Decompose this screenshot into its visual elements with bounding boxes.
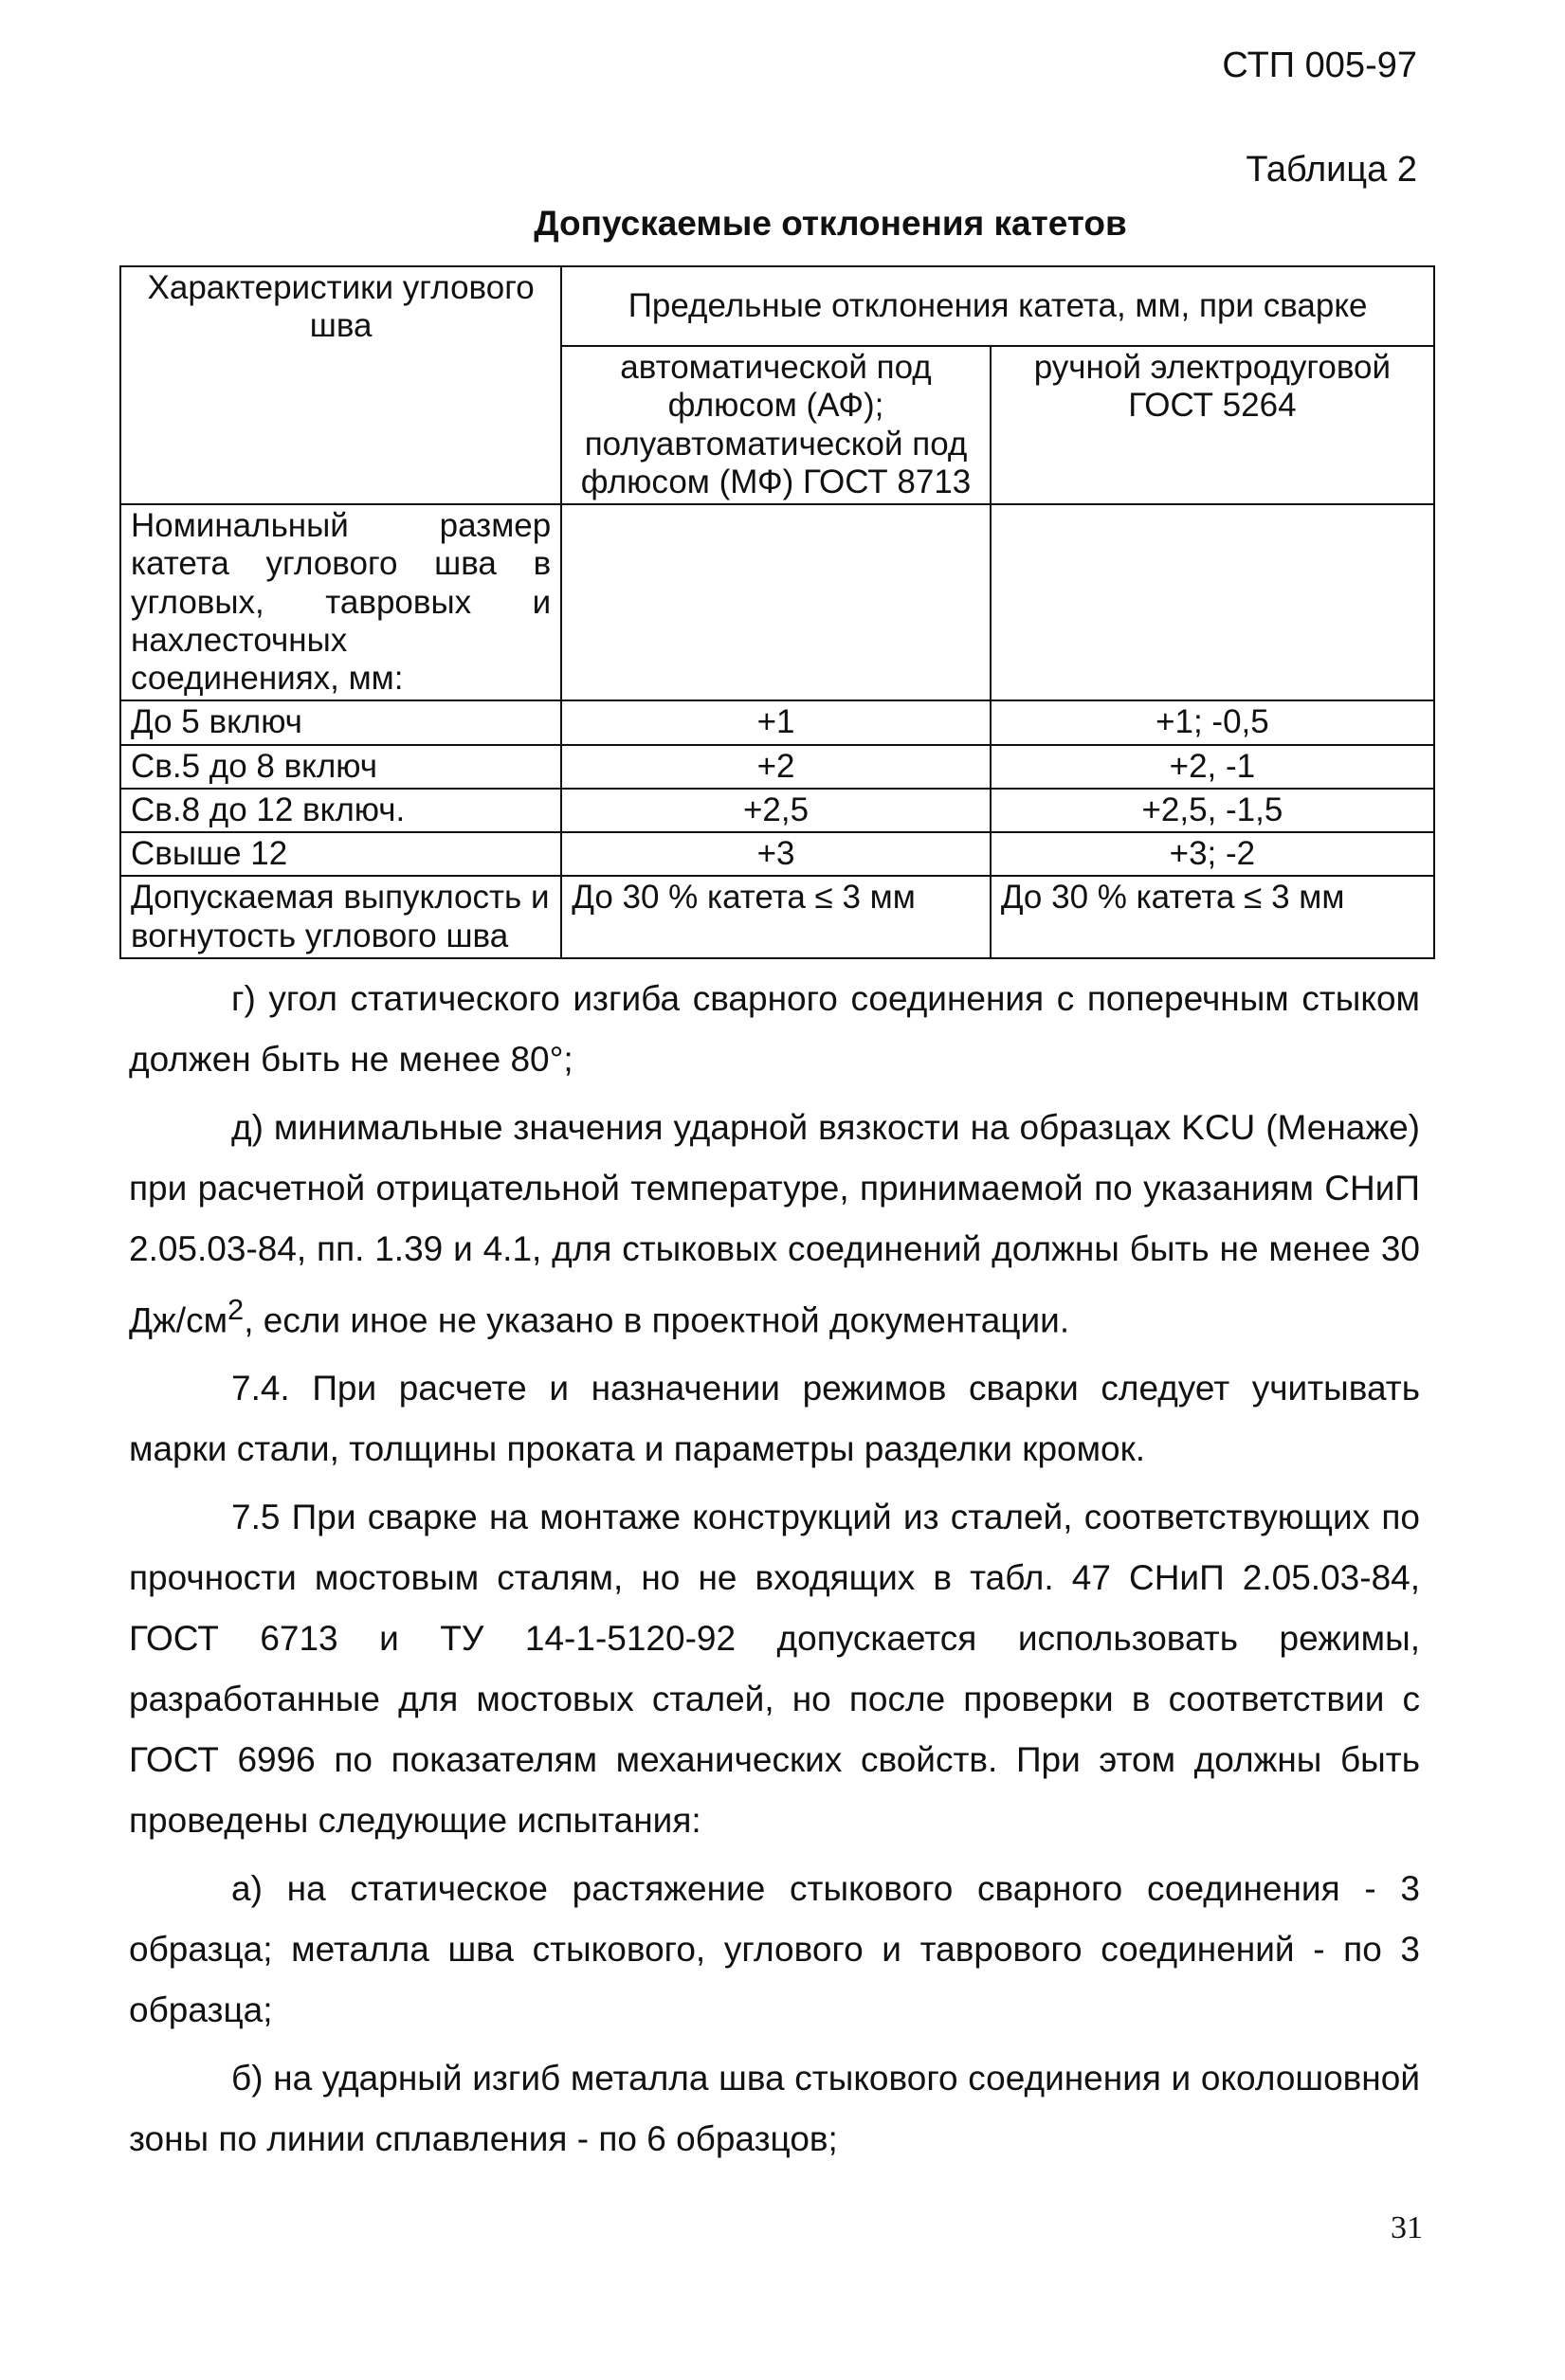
empty-cell xyxy=(991,504,1434,700)
table-header-row xyxy=(120,266,1434,346)
row-value-auto: До 30 % катета ≤ 3 мм xyxy=(561,876,991,958)
table-number-label: Таблица 2 xyxy=(1246,150,1417,190)
row-value-manual: +2,5, -1,5 xyxy=(991,789,1434,832)
row-label: Свыше 12 xyxy=(120,832,561,876)
row-value-manual: +1; -0,5 xyxy=(991,700,1434,744)
paragraph-7-4: 7.4. При расчете и назначении режимов сварки следует учитывать марки стали, толщины проката и параметры разделки кромок. xyxy=(129,1369,1420,1469)
table-row xyxy=(120,700,1434,744)
row-label: До 5 включ xyxy=(120,700,561,744)
row-label: Св.5 до 8 включ xyxy=(120,745,561,789)
body-text xyxy=(129,969,1420,2177)
empty-cell xyxy=(561,504,991,700)
paragraph-7-5: 7.5 При сварке на монтаже конструкций из сталей, соответствующих по прочности мостовым сталям, но не входящих в табл. 47 СНиП 2.05.03-84, ГОСТ 6713 и ТУ 14-1-5120-92 допускается использовать режимы, разработанные для мостовых сталей, но после проверки в соответствии с ГОСТ 6996 по показателям механических свойств. При этом должны быть проведены следующие испытания: xyxy=(129,1498,1420,1841)
row-value-auto: +3 xyxy=(561,832,991,876)
row-value-auto: +1 xyxy=(561,700,991,744)
page-number: 31 xyxy=(1391,2210,1423,2245)
paragraph-d xyxy=(129,1098,1420,1351)
table-section-row xyxy=(120,504,1434,700)
col-header-auto: автоматической под флюсом (АФ); полуавтоматической под флюсом (МФ) ГОСТ 8713 xyxy=(561,346,991,504)
col-header-group: Предельные отклонения катета, мм, при сварке xyxy=(561,266,1434,346)
table-row xyxy=(120,745,1434,789)
paragraph-a: а) на статическое растяжение стыкового сварного соединения - 3 образца; металла шва стыкового, углового и таврового соединений - по 3 образца; xyxy=(129,1869,1420,2030)
table-title: Допускаемые отклонения катетов xyxy=(534,204,1127,243)
col-header-characteristics: Характеристики углового шва xyxy=(120,266,561,504)
row-value-auto: +2,5 xyxy=(561,789,991,832)
paragraph-b: б) на ударный изгиб металла шва стыкового соединения и околошовной зоны по линии сплавления - по 6 образцов; xyxy=(129,2059,1420,2159)
row-label: Допускаемая выпуклость и вогнутость углового шва xyxy=(120,876,561,958)
table-row xyxy=(120,832,1434,876)
section-label: Номинальный размер катета углового шва в угловых, тавровых и нахлесточных соединениях, мм: xyxy=(120,504,561,700)
col-header-manual: ручной электродуговой ГОСТ 5264 xyxy=(991,346,1434,504)
table-row xyxy=(120,789,1434,832)
superscript: 2 xyxy=(227,1293,245,1326)
row-value-manual: +3; -2 xyxy=(991,832,1434,876)
row-value-manual: До 30 % катета ≤ 3 мм xyxy=(991,876,1434,958)
row-value-auto: +2 xyxy=(561,745,991,789)
table-row xyxy=(120,876,1434,958)
row-value-manual: +2, -1 xyxy=(991,745,1434,789)
document-code: СТП 005-97 xyxy=(1222,45,1417,85)
paragraph-d-tail: , если иное не указано в проектной документации. xyxy=(244,1300,1070,1340)
row-label: Св.8 до 12 включ. xyxy=(120,789,561,832)
paragraph-d-text: д) минимальные значения ударной вязкости на образцах KCU (Менаже) при расчетной отрицательной температуре, принимаемой по указаниям СНиП 2.05.03-84, пп. 1.39 и 4.1, для стыковых соединений должны быть не менее 30 Дж/см xyxy=(129,1108,1420,1340)
deviation-table xyxy=(119,265,1435,959)
paragraph-g: г) угол статического изгиба сварного соединения с поперечным стыком должен быть не менее 80°; xyxy=(129,979,1420,1079)
